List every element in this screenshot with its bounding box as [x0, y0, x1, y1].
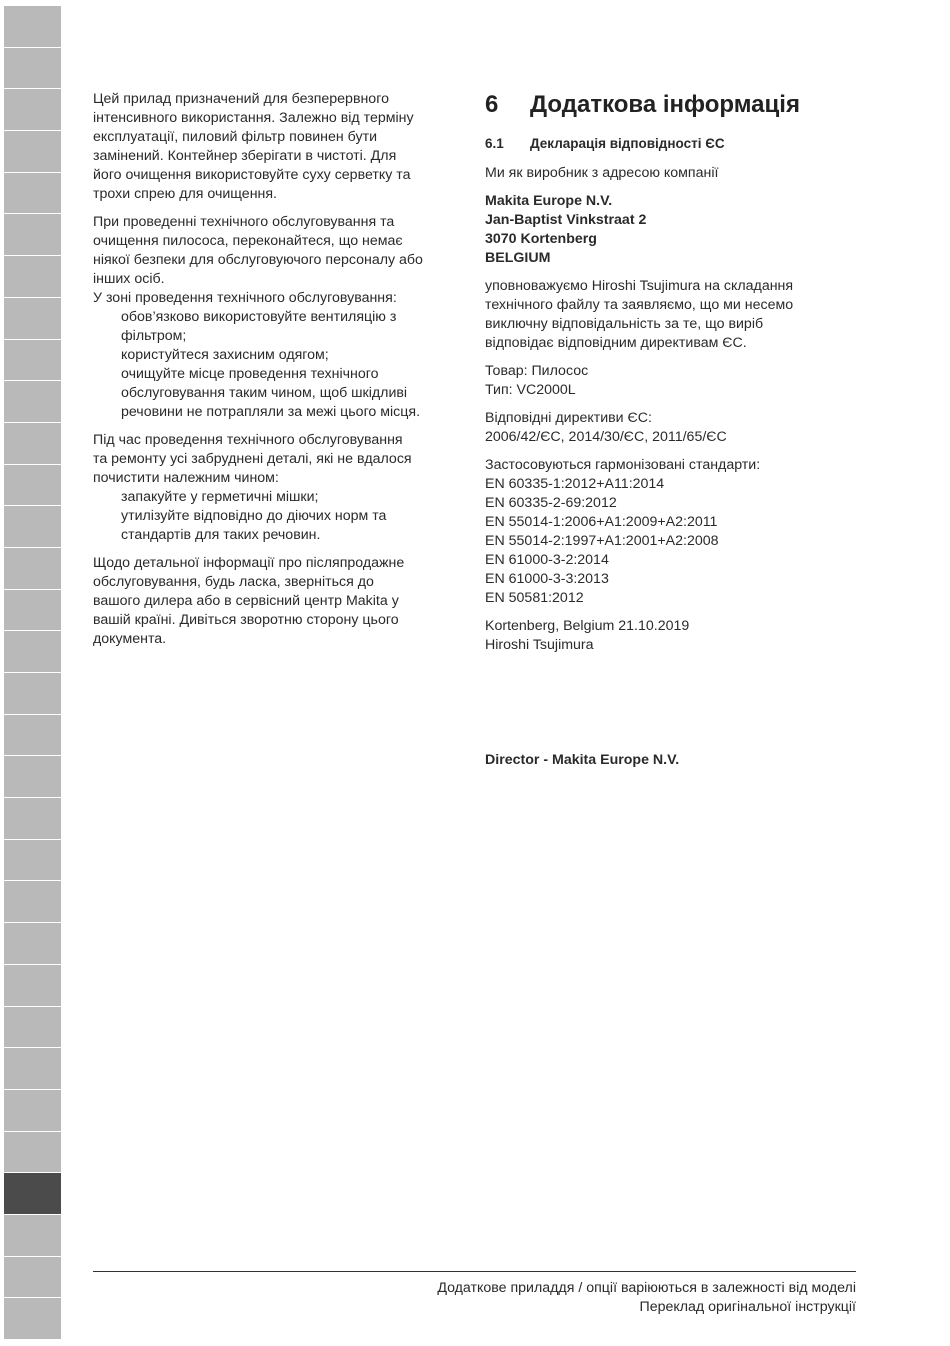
maintenance-zone-paragraph: [93, 289, 468, 422]
standards-list: [485, 456, 860, 608]
footer-translation-note: Переклад оригінальної інструкції: [639, 1299, 856, 1315]
language-tab: [4, 798, 61, 840]
contaminated-parts-intro: [93, 431, 468, 488]
text-line: Jan-Baptist Vinkstraat 2: [485, 212, 647, 228]
text-line: 3070 Kortenberg: [485, 231, 597, 247]
text-line: фільтром;: [121, 328, 187, 344]
language-tab: [4, 1048, 61, 1090]
text-line: обслуговування, будь ласка, зверніться до: [93, 574, 374, 590]
language-tab: [4, 881, 61, 923]
contaminated-parts-list: [93, 488, 468, 545]
text-line: Застосовуються гармонізовані стандарти:: [485, 457, 761, 473]
text-line: Товар: Пилосос: [485, 363, 589, 379]
text-line: трохи спрею для очищення.: [93, 186, 277, 202]
service-paragraph: [93, 554, 468, 649]
text-line: EN 55014-2:1997+A1:2001+A2:2008: [485, 533, 719, 549]
language-tab: [4, 1215, 61, 1257]
text-line: стандартів для таких речовин.: [121, 527, 321, 543]
text-line: Тип: VC2000L: [485, 382, 576, 398]
language-tab: [4, 340, 61, 382]
subsection-title: Декларація відповідності ЄС: [530, 136, 725, 151]
maintenance-zone-list: [93, 308, 468, 422]
text-line: Makita Europe N.V.: [485, 193, 613, 209]
language-tab: [4, 1090, 61, 1132]
text-line: EN 61000-3-2:2014: [485, 552, 609, 568]
page-footer: [437, 1279, 856, 1317]
language-tab: [4, 673, 61, 715]
language-tab: [4, 89, 61, 131]
text-line: користуйтеся захисним одягом;: [121, 347, 329, 363]
maintenance-zone-intro: У зоні проведення технічного обслуговування:: [93, 290, 397, 306]
text-line: речовини не потрапляли за межі цього місця.: [121, 404, 421, 420]
company-address: [485, 192, 860, 268]
language-tab: [4, 48, 61, 90]
subsection-number: 6.1: [485, 136, 504, 151]
text-line: ніякої безпеки для обслуговуючого персоналу або: [93, 252, 423, 268]
text-line: обов’язково використовуйте вентиляцію з: [121, 309, 397, 325]
text-line: інших осіб.: [93, 271, 165, 287]
text-line: При проведенні технічного обслуговування та: [93, 214, 395, 230]
text-line: відповідає відповідним директивам ЄС.: [485, 335, 747, 351]
product-info: [485, 362, 860, 400]
text-line: BELGIUM: [485, 250, 551, 266]
language-tab: [4, 756, 61, 798]
text-line: Відповідні директиви ЄС:: [485, 410, 652, 426]
text-line: замінений. Контейнер зберігати в чистоті. Для: [93, 148, 397, 164]
safety-paragraph: [93, 213, 468, 289]
maintenance-paragraph: [93, 90, 468, 204]
text-line: EN 55014-1:2006+A1:2009+A2:2011: [485, 514, 718, 530]
text-line: почистити належним чином:: [93, 470, 279, 486]
text-line: утилізуйте відповідно до діючих норм та: [121, 508, 387, 524]
text-line: очищуйте місце проведення технічного: [121, 366, 379, 382]
language-tab: [4, 465, 61, 507]
text-line: очищення пилососа, переконайтеся, що немає: [93, 233, 403, 249]
text-line: Hiroshi Tsujimura: [485, 637, 594, 653]
right-column: [485, 90, 860, 779]
section-title: Додаткова інформація: [530, 91, 800, 118]
text-line: EN 60335-1:2012+A11:2014: [485, 476, 665, 492]
language-tab: [4, 1132, 61, 1174]
text-line: обслуговування таким чином, щоб шкідливі: [121, 385, 408, 401]
language-tab: [4, 1298, 61, 1340]
language-tab: [4, 214, 61, 256]
language-tab: [4, 840, 61, 882]
text-line: експлуатації, пиловий фільтр повинен бути: [93, 129, 378, 145]
text-line: EN 60335-2-69:2012: [485, 495, 617, 511]
language-tab: [4, 381, 61, 423]
language-tab: [4, 173, 61, 215]
language-tab: [4, 631, 61, 673]
text-line: технічного файлу та заявляємо, що ми несемо: [485, 297, 794, 313]
text-line: інтенсивного використання. Залежно від терміну: [93, 110, 414, 126]
text-line: документа.: [93, 631, 167, 647]
subsection-heading: [485, 134, 860, 154]
language-tab: [4, 548, 61, 590]
language-tab: [4, 590, 61, 632]
manufacturer-intro: Ми як виробник з адресою компанії: [485, 165, 719, 181]
language-tab: [4, 965, 61, 1007]
language-tab: [4, 923, 61, 965]
language-tab-active: [4, 1173, 61, 1215]
text-line: Kortenberg, Belgium 21.10.2019: [485, 618, 690, 634]
text-line: EN 61000-3-3:2013: [485, 571, 609, 587]
footer-accessories-note: Додаткове приладдя / опції варіюються в залежності від моделі: [437, 1280, 856, 1296]
language-tab: [4, 1257, 61, 1299]
text-line: Цей прилад призначений для безперервного: [93, 91, 389, 107]
text-line: 2006/42/ЄС, 2014/30/ЄС, 2011/65/ЄС: [485, 429, 727, 445]
text-line: його очищення використовуйте суху серветку та: [93, 167, 411, 183]
text-line: Щодо детальної інформації про післяпродажне: [93, 555, 405, 571]
language-tab: [4, 1007, 61, 1049]
directives-info: [485, 409, 860, 447]
authorization-paragraph: [485, 277, 860, 353]
text-line: виключну відповідальність за те, що виріб: [485, 316, 764, 332]
language-tab: [4, 715, 61, 757]
place-and-date: [485, 617, 860, 655]
language-tab: [4, 131, 61, 173]
contaminated-parts-paragraph: [93, 431, 468, 545]
text-line: та ремонту усі забруднені деталі, які не вдалося: [93, 451, 412, 467]
text-line: вашій країні. Дивіться зворотню сторону цього: [93, 612, 399, 628]
language-tab: [4, 256, 61, 298]
left-column: [93, 90, 468, 658]
language-tab: [4, 423, 61, 465]
section-number: 6: [485, 91, 499, 118]
language-tab: [4, 6, 61, 48]
section-heading: [485, 90, 860, 120]
footer-divider: [93, 1271, 856, 1272]
text-line: EN 50581:2012: [485, 590, 584, 606]
signatory-title: Director - Makita Europe N.V.: [485, 752, 680, 768]
text-line: вашого дилера або в сервісний центр Makita у: [93, 593, 399, 609]
language-tab-sidebar: [4, 6, 61, 1340]
language-tab: [4, 506, 61, 548]
text-line: уповноважуємо Hiroshi Tsujimura на складання: [485, 278, 794, 294]
text-line: Під час проведення технічного обслуговування: [93, 432, 403, 448]
text-line: запакуйте у герметичні мішки;: [121, 489, 319, 505]
language-tab: [4, 298, 61, 340]
